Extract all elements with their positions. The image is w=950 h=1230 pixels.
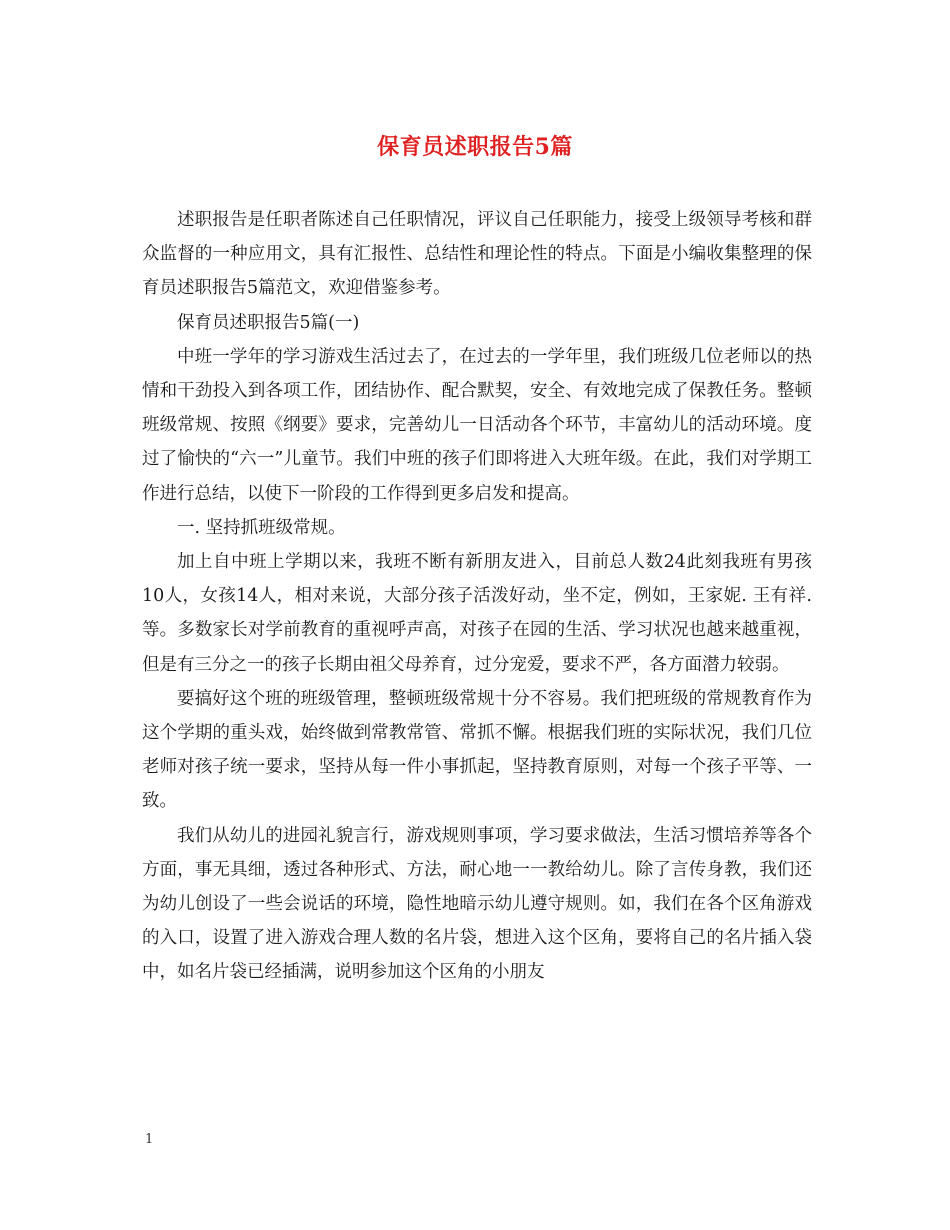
document-body	[142, 203, 812, 990]
document-title: 保育员述职报告5篇	[377, 134, 573, 160]
section-heading: 保育员述职报告5篇(一)	[177, 312, 360, 333]
body-paragraph: 我们从幼儿的进园礼貌言行，游戏规则事项，学习要求做法，生活习惯培养等各个方面，事无具细，透过各种形式、方法，耐心地一一教给幼儿。除了言传身教，我们还为幼儿创设了一些会说话的环境，隐性地暗示幼儿遵守规则。如，我们在各个区角游戏的入口，设置了进入游戏合理人数的名片袋，想进入这个区角，要将自己的名片插入袋中，如名片袋已经插满，说明参加这个区角的小朋友	[142, 825, 812, 983]
subsection-heading: 一. 坚持抓班级常规。	[177, 517, 346, 538]
body-paragraph: 加上自中班上学期以来，我班不断有新朋友进入，目前总人数24此刻我班有男孩10人，女孩14人，相对来说，大部分孩子活泼好动，坐不定，例如，王家妮. 王有祥. 等。多数家长对学前教育的重视呼声高，对孩子在园的生活、学习状况也越来越重视，但是有三分之一的孩子长期由祖父母养育，过分宠爱，要求不严，各方面潜力较弱。	[142, 552, 812, 675]
page-number: 1	[145, 1132, 154, 1147]
body-paragraph: 中班一学年的学习游戏生活过去了，在过去的一学年里，我们班级几位老师以的热情和干劲投入到各项工作，团结协作、配合默契，安全、有效地完成了保教任务。整顿班级常规、按照《纲要》要求，完善幼儿一日活动各个环节，丰富幼儿的活动环境。度过了愉快的“六一”儿童节。我们中班的孩子们即将进入大班年级。在此，我们对学期工作进行总结，以使下一阶段的工作得到更多启发和提高。	[142, 346, 812, 504]
intro-paragraph: 述职报告是任职者陈述自己任职情况，评议自己任职能力，接受上级领导考核和群众监督的一种应用文，具有汇报性、总结性和理论性的特点。下面是小编收集整理的保育员述职报告5篇范文，欢迎借鉴参考。	[142, 210, 812, 299]
body-paragraph: 要搞好这个班的班级管理，整顿班级常规十分不容易。我们把班级的常规教育作为这个学期的重头戏，始终做到常教常管、常抓不懈。根据我们班的实际状况，我们几位老师对孩子统一要求，坚持从每一件小事抓起，坚持教育原则，对每一个孩子平等、一致。	[142, 688, 812, 812]
